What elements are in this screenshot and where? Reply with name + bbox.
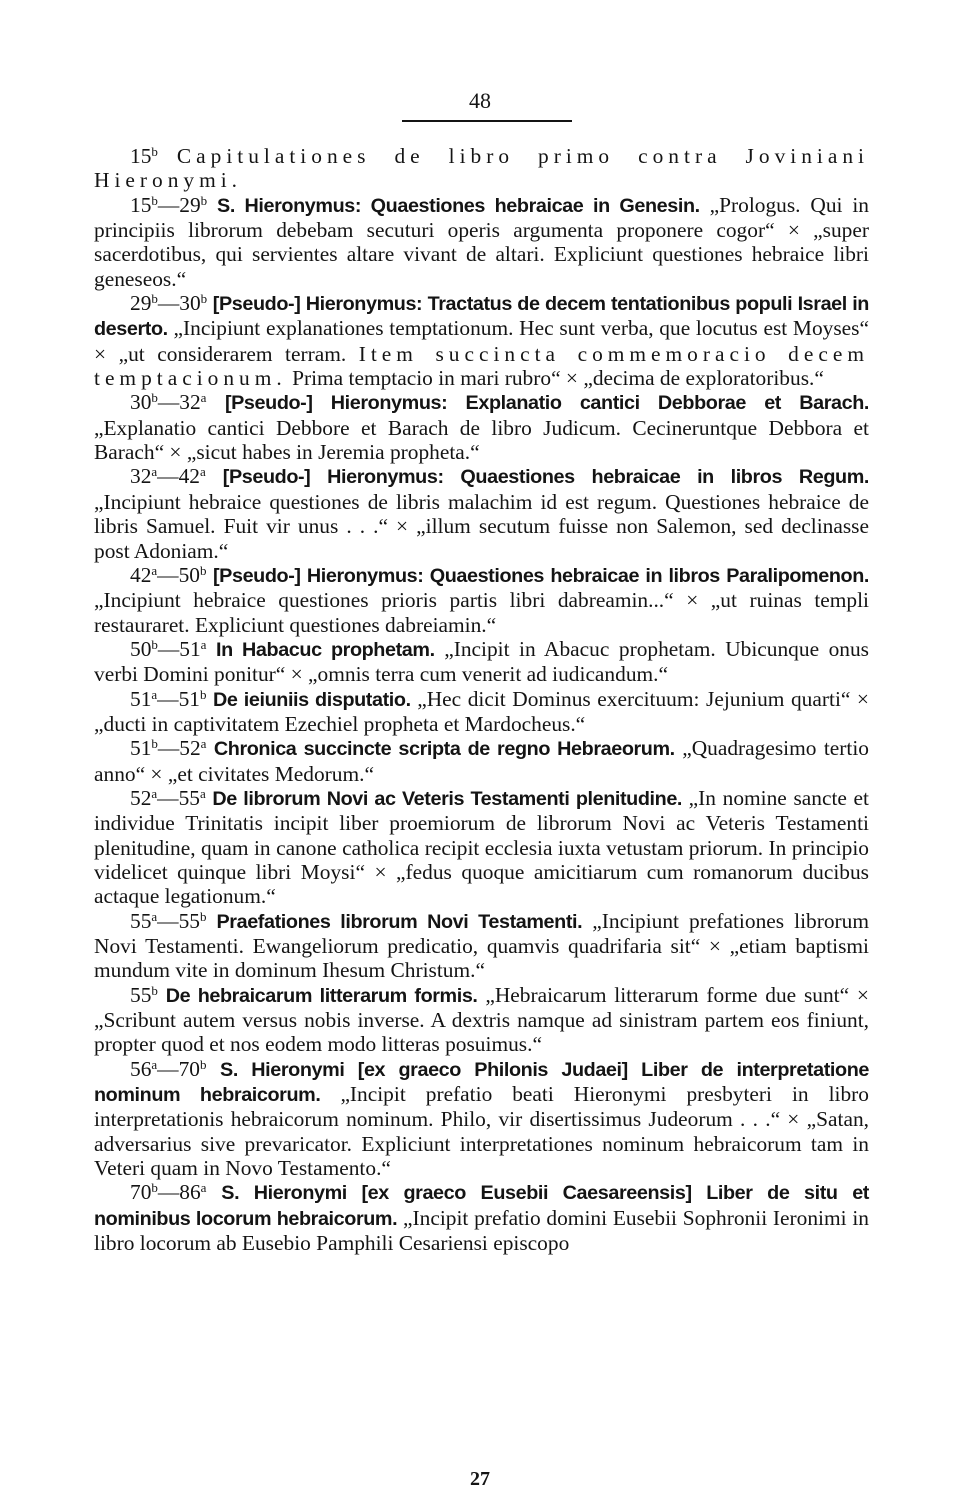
folio-to-side: b [199, 908, 207, 924]
folio-from: 32 [130, 464, 152, 489]
entry-heading: S. Hieronymi [ex graeco Philonis Judaei] Liber de interpretatione nominum hebraicorum. [94, 1058, 869, 1107]
catalogue-entry [94, 193, 869, 291]
folio-from-side: a [151, 785, 158, 801]
catalogue-entry [94, 1057, 869, 1181]
entry-incipit-explicit: „Prologus. Qui in principiis librorum debebam secuturi operis argumenta proponere cogor“ × „super sacerdotibus, qui servientes altare vivant de altari. Expliciunt questiones hebraice libri geneseos.“ [94, 192, 869, 291]
entry-incipit-explicit: „Incipit prefatio domini Eusebii Sophronii Ieronimi in libro locorum ab Eusebio Pamphili Cesariensi episcopo [94, 1205, 869, 1256]
header-rule [402, 120, 572, 122]
catalogue-entry [94, 144, 869, 193]
folio-from: 29 [130, 291, 152, 316]
folio-to-side: a [199, 464, 206, 480]
folio-from-side: b [151, 291, 158, 307]
folio-to: 30 [179, 291, 201, 316]
entry-heading: In Habacuc prophetam. [215, 638, 435, 661]
folio-to: 32 [179, 390, 201, 415]
entry-incipit-explicit: „Incipiunt explanationes temptationum. Hec sunt verba, que locutus est Moyses“ × „ut considerarem terram. [94, 316, 869, 366]
catalogue-entry [94, 1180, 869, 1255]
folio-to: 50 [178, 562, 200, 587]
entry-heading: Praefationes librorum Novi Testamenti. [216, 910, 583, 933]
folio-from: 51 [130, 736, 152, 761]
folio-from-side: b [151, 390, 158, 406]
catalogue-entry [94, 637, 869, 687]
folio-to-side: a [199, 785, 206, 801]
folio-to: 51 [178, 686, 200, 711]
folio-from-side: b [151, 636, 158, 652]
catalogue-entry [94, 563, 869, 637]
entry-incipit-explicit: „Incipiunt hebraice questiones de libris malachim id est regum. Questiones hebraice de libris Samuel. Fuit vir unus . . .“ × „illum secutum fuisse non Salemon, sed declinasse post Adoniam.“ [94, 489, 869, 563]
folio-to: 55 [178, 908, 200, 933]
spaced-text: Capitulationes de libro primo contra Joviniani Hieronymi. [94, 144, 869, 193]
folio-from-side: a [151, 1056, 158, 1072]
folio-to-side: b [199, 562, 207, 578]
entry-heading: [Pseudo-] Hieronymus: Quaestiones hebraicae in libros Regum. [222, 466, 869, 489]
catalogue-entry [94, 786, 869, 909]
folio-to: 55 [178, 785, 200, 810]
folio-from: 55 [130, 982, 152, 1007]
folio-from-side: b [151, 736, 158, 752]
folio-to: 51 [179, 636, 201, 661]
folio-to-side: b [200, 291, 208, 307]
entry-incipit-explicit: „Hebraicarum litterarum forme due sunt“ × „Scribunt autem versus nobis inverse. A dextris namque ad sinistram partem eos finiunt, propter quod et nos eodem modo litteras posuimus.“ [94, 982, 869, 1057]
entry-heading: Chronica succincte scripta de regno Hebraeorum. [213, 738, 675, 761]
folio-from: 30 [130, 390, 152, 415]
folio-to-side: b [200, 192, 208, 208]
folio-dash: — [157, 464, 179, 489]
entry-incipit-explicit: „Hec dicit Dominus exercituum: Jejunium quarti“ × „ducti in captivitatem Ezechiel propheta et Mardocheus.“ [94, 686, 869, 736]
folio-from: 51 [130, 686, 152, 711]
folio-to-side: a [200, 390, 207, 406]
entry-incipit-explicit: „Incipit in Abacuc prophetam. Ubicunque onus verbi Domini ponitur“ × „omnis terra cum venerit ad iudicandum.“ [94, 636, 869, 687]
folio-dash: — [157, 291, 180, 316]
folio-from-side: b [151, 192, 158, 208]
folio-from-side: a [151, 908, 158, 924]
folio-from-side: b [151, 144, 158, 159]
entry-incipit-explicit: „Incipiunt prefationes librorum Novi Testamenti. Ewangeliorum predicatio, quamvis quadrifaria sit“ × „etiam baptismi mundum vite in dominum Ihesum Christum.“ [94, 908, 869, 983]
folio-from: 55 [130, 908, 152, 933]
folio-from: 50 [130, 636, 152, 661]
entry-heading: S. Hieronymi [ex graeco Eusebii Caesareensis] Liber de situ et nominibus locorum hebraicorum. [94, 1182, 869, 1230]
folio-dash: — [157, 192, 180, 217]
folio-from-side: a [151, 464, 158, 480]
folio-from-side: b [151, 982, 158, 998]
entry-incipit-explicit: „Incipit prefatio beati Hieronymi presbyteri in libro interpretationis hebraicorum nominum. Philo, vir disertissimus Judeorum . . .“ × „Satan, adversarius sive prevaricator. Expliciunt interpretationes nominum hebraicorum tam in Veteri quam in Novo Testamento.“ [94, 1082, 869, 1181]
catalogue-entry [94, 909, 869, 983]
folio-from: 42 [130, 562, 152, 587]
catalogue-entries [94, 144, 869, 1255]
folio-from: 15 [130, 192, 152, 217]
folio-dash: — [157, 1056, 179, 1081]
folio-to: 70 [178, 1056, 200, 1081]
folio-dash: — [157, 636, 180, 661]
folio-from-side: a [151, 562, 158, 578]
folio-to: 29 [179, 192, 201, 217]
entry-heading: S. Hieronymus: Quaestiones hebraicae in Genesin. [217, 194, 700, 217]
spaced-text: Item succincta commemoracio decem temptacionum. [94, 341, 869, 391]
entry-incipit-explicit: Prima temptacio in mari rubro“ × „decima de exploratoribus.“ [292, 366, 824, 391]
folio-to-side: a [200, 1180, 207, 1196]
folio-to: 86 [179, 1180, 201, 1205]
entry-heading: [Pseudo-] Hieronymus: Explanatio cantici Debborae et Barach. [224, 392, 869, 415]
entry-heading: De librorum Novi ac Veteris Testamenti plenitudine. [212, 787, 683, 810]
folio-to-side: b [199, 686, 207, 702]
page-number: 48 [469, 88, 491, 113]
catalogue-entry [94, 390, 869, 464]
entry-heading: De hebraicarum litterarum formis. [165, 984, 478, 1007]
folio-to-side: a [200, 636, 207, 652]
folio-dash: — [157, 785, 179, 810]
folio-from: 56 [130, 1056, 152, 1081]
folio-to: 42 [178, 464, 200, 489]
folio-to-side: b [199, 1056, 207, 1072]
entry-heading: De ieiuniis disputatio. [213, 688, 411, 711]
catalogue-entry [94, 291, 869, 390]
entry-heading: [Pseudo-] Hieronymus: Tractatus de decem tentationibus populi Israel in deserto. [94, 293, 869, 341]
folio-from-side: a [151, 686, 158, 702]
folio-to-side: a [200, 736, 207, 752]
folio-from-side: b [151, 1180, 158, 1196]
catalogue-entry [94, 983, 869, 1057]
folio-from: 70 [130, 1180, 152, 1205]
entry-incipit-explicit: „Explanatio cantici Debbore et Barach de libro Judicum. Cecineruntque Debbora et Barach“ × „sicut habes in Jeremia propheta.“ [94, 415, 869, 465]
folio-to: 52 [179, 736, 201, 761]
catalogue-entry [94, 687, 869, 737]
catalogue-entry [94, 736, 869, 786]
folio-dash: — [157, 1180, 180, 1205]
folio-dash: — [157, 908, 179, 933]
catalogue-entry [94, 464, 869, 562]
entry-incipit-explicit: „Incipiunt hebraice questiones prioris partis libri dabreamin...“ × „ut ruinas templi restauraret. Expliciunt questiones dabreiamin.“ [94, 588, 869, 637]
folio-from: 15 [130, 144, 152, 168]
entry-incipit-explicit: „In nomine sancte et individue Trinitatis incipit liber proemiorum de librorum Novi ac Veteris Testamenti plenitudine, quam in canone catholica recipit ecclesia iuxta vetustam priorum. In principio videlicet quinque libri Moysi“ × „fedus quoque amicitiarum cum romanorum ducibus actaque legationum.“ [94, 785, 869, 909]
folio-from: 52 [130, 785, 152, 810]
entry-heading: [Pseudo-] Hieronymus: Quaestiones hebraicae in libros Paralipomenon. [213, 564, 869, 587]
entry-incipit-explicit: „Quadragesimo tertio anno“ × „et civitates Medorum.“ [94, 736, 869, 786]
folio-dash: — [157, 686, 179, 711]
folio-dash: — [157, 736, 180, 761]
folio-dash: — [157, 390, 180, 415]
folio-dash: — [157, 562, 179, 587]
signature-mark: 27 [470, 1468, 490, 1490]
